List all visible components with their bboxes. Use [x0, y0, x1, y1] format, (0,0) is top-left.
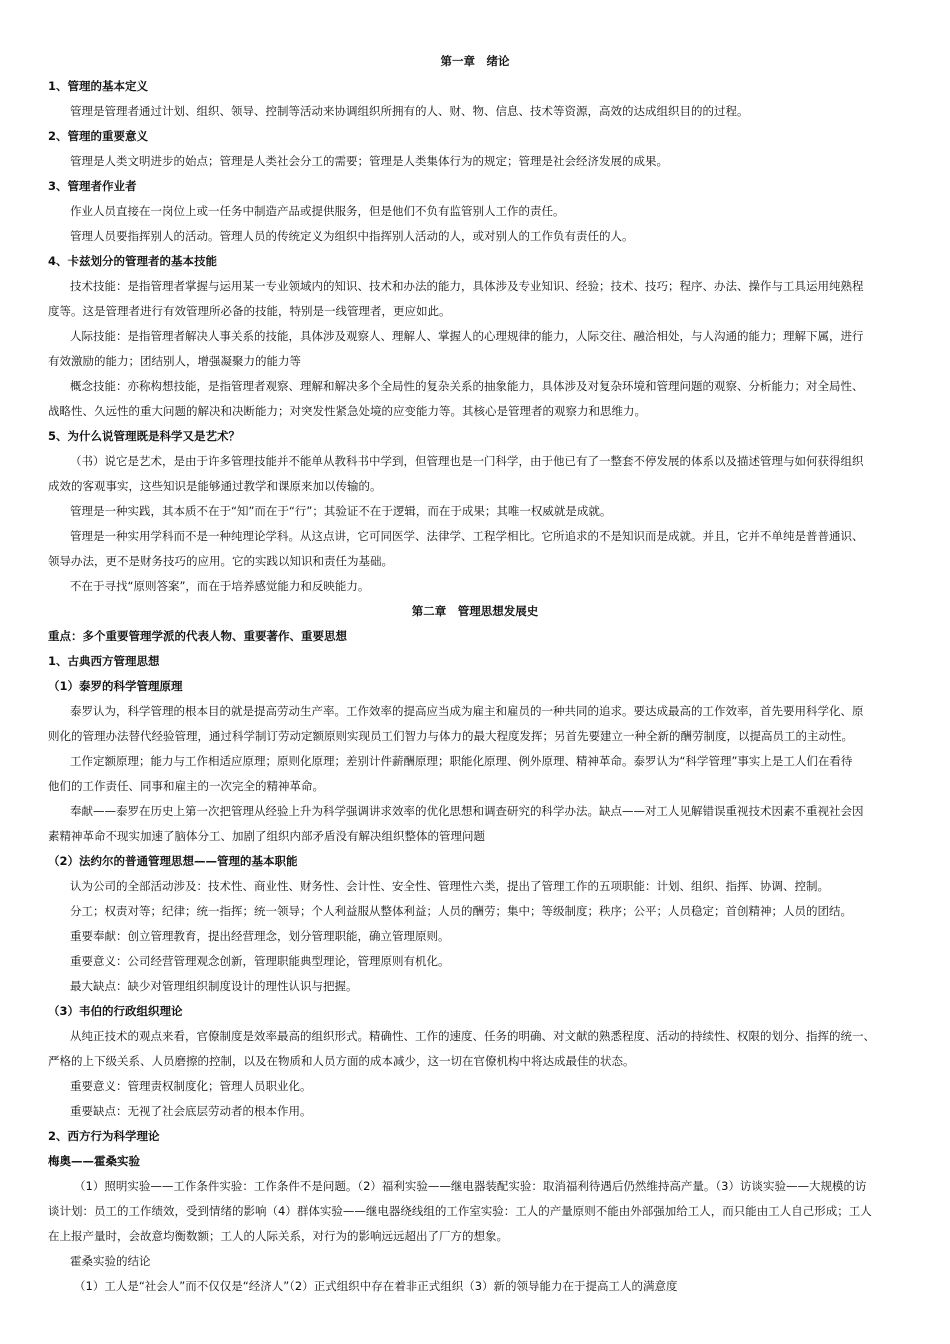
behavioral-science-heading: 2、西方行为科学理论	[48, 1129, 160, 1143]
principle-answer-paragraph: 不在于寻找“原则答案”，而在于培养感觉能力和反映能力。	[70, 579, 370, 593]
practice-paragraph: 管理是一种实践，其本质不在于“知”而在于“行”；其验证不在于逻辑，而在于成果；其唯一权威就是成就。	[70, 504, 612, 518]
fayol-activities: 认为公司的全部活动涉及：技术性、商业性、财务性、会计性、安全性、管理性六类，提出了管理工作的五项职能：计划、组织、指挥、协调、控制。	[70, 879, 829, 893]
hawthorne-heading: 梅奥——霍桑实验	[48, 1154, 140, 1168]
weber-heading: （3）韦伯的行政组织理论	[48, 1004, 183, 1018]
hawthorne-conclusions: （1）工人是“社会人”而不仅仅是“经济人”（2）正式组织中存在着非正式组织（3）新的领导能力在于提高工人的满意度	[74, 1279, 678, 1293]
human-skill-line-2: 有效激励的能力；团结别人，增强凝聚力的能力等	[48, 354, 301, 368]
taylor-heading: （1）泰罗的科学管理原理	[48, 679, 183, 693]
weber-significance: 重要意义：管理责权制度化；管理人员职业化。	[70, 1079, 312, 1093]
fayol-shortcoming: 最大缺点：缺少对管理组织制度设计的理性认识与把握。	[70, 979, 358, 993]
fayol-significance: 重要意义：公司经营管理观念创新，管理职能典型理论，管理原则有机化。	[70, 954, 450, 968]
section-2-paragraph: 管理是人类文明进步的始点；管理是人类社会分工的需要；管理是人类集体行为的规定；管理是社会经济发展的成果。	[70, 154, 668, 168]
weber-line-1: 从纯正技术的观点来看，官僚制度是效率最高的组织形式。精确性、工作的速度、任务的明确、对文献的熟悉程度、活动的持续性、权限的划分、指挥的统一、	[70, 1029, 875, 1043]
section-3-paragraph-2: 管理人员要指挥别人的活动。管理人员的传统定义为组织中指挥别人活动的人，或对别人的工作负有责任的人。	[70, 229, 634, 243]
section-3-heading: 3、管理者作业者	[48, 179, 137, 193]
hawthorne-experiments-line-3: 在上报产量时，会故意均衡数额；工人的人际关系，对行为的影响远远超出了厂方的想象。	[48, 1229, 508, 1243]
chapter-2-focus: 重点：多个重要管理学派的代表人物、重要著作、重要思想	[48, 629, 347, 643]
weber-shortcoming: 重要缺点：无视了社会底层劳动者的根本作用。	[70, 1104, 312, 1118]
conceptual-skill-line-2: 战略性、久远性的重大问题的解决和决断能力；对突发性紧急处境的应变能力等。其核心是管理者的观察力和思维力。	[48, 404, 646, 418]
section-4-heading: 4、卡兹划分的管理者的基本技能	[48, 254, 217, 268]
hawthorne-conclusion-heading: 霍桑实验的结论	[70, 1254, 151, 1268]
hawthorne-experiments-line-1: （1）照明实验——工作条件实验：工作条件不是问题。（2）福利实验——继电器装配实验：取消福利待遇后仍然维持高产量。（3）访谈实验——大规模的访	[74, 1179, 867, 1193]
technical-skill-line-2: 度等。这是管理者进行有效管理所必备的技能，特别是一线管理者，更应如此。	[48, 304, 451, 318]
conceptual-skill-line-1: 概念技能：亦称构想技能，是指管理者观察、理解和解决多个全局性的复杂关系的抽象能力，具体涉及对复杂环境和管理问题的观察、分析能力；对全局性、	[70, 379, 864, 393]
chapter-1-title: 第一章 绪论	[440, 54, 510, 68]
weber-line-2: 严格的上下级关系、人员磨擦的控制，以及在物质和人员方面的成本减少，这一切在官僚机构中将达成最佳的状态。	[48, 1054, 635, 1068]
fayol-heading: （2）法约尔的普通管理思想——管理的基本职能	[48, 854, 298, 868]
section-5-heading: 5、为什么说管理既是科学又是艺术？	[48, 429, 240, 443]
taylor-principles-line-1: 工作定额原理；能力与工作相适应原理；原则化原理；差别计件薪酬原理；职能化原理、例外原理、精神革命。泰罗认为“科学管理”事实上是工人们在看待	[70, 754, 853, 768]
section-3-paragraph-1: 作业人员直接在一岗位上或一任务中制造产品或提供服务，但是他们不负有监管别人工作的责任。	[70, 204, 565, 218]
science-art-line-1: （书）说它是艺术，是由于许多管理技能并不能单从教科书中学到，但管理也是一门科学，由于他已有了一整套不停发展的体系以及描述管理与如何获得组织	[70, 454, 864, 468]
classical-thought-heading: 1、古典西方管理思想	[48, 654, 160, 668]
section-2-heading: 2、管理的重要意义	[48, 129, 149, 143]
taylor-line-1: 泰罗认为，科学管理的根本目的就是提高劳动生产率。工作效率的提高应当成为雇主和雇员的一种共同的追求。要达成最高的工作效率，首先要用科学化、原	[70, 704, 864, 718]
fayol-principles: 分工；权责对等；纪律；统一指挥；统一领导；个人利益服从整体利益；人员的酬劳；集中；等级制度；秩序；公平；人员稳定；首创精神；人员的团结。	[70, 904, 852, 918]
hawthorne-experiments-line-2: 谈计划：员工的工作绩效，受到情绪的影响（4）群体实验——继电器绕线组的工作室实验：工人的产量原则不能由外部强加给工人，而只能由工人自己形成；工人	[48, 1204, 872, 1218]
science-art-line-2: 成效的客观事实，这些知识是能够通过教学和课原来加以传输的。	[48, 479, 382, 493]
taylor-line-2: 则化的管理办法替代经验管理，通过科学制订劳动定额原则实现员工们智力与体力的最大程度发挥；另首先要建立一种全新的酬劳制度，以提高员工的主动性。	[48, 729, 853, 743]
taylor-contribution-line-1: 奉献——泰罗在历史上第一次把管理从经验上升为科学强调讲求效率的优化思想和调查研究的科学办法。缺点——对工人见解错误重视技术因素不重视社会因	[70, 804, 864, 818]
section-1-paragraph: 管理是管理者通过计划、组织、领导、控制等活动来协调组织所拥有的人、财、物、信息、技术等资源，高效的达成组织目的的过程。	[70, 104, 749, 118]
human-skill-line-1: 人际技能：是指管理者解决人事关系的技能，具体涉及观察人、理解人、掌握人的心理规律的能力，人际交往、融洽相处，与人沟通的能力；理解下属，进行	[70, 329, 864, 343]
technical-skill-line-1: 技术技能：是指管理者掌握与运用某一专业领域内的知识、技术和办法的能力，具体涉及专业知识、经验；技术、技巧；程序、办法、操作与工具运用纯熟程	[70, 279, 864, 293]
taylor-principles-line-2: 他们的工作责任、同事和雇主的一次完全的精神革命。	[48, 779, 324, 793]
section-1-heading: 1、管理的基本定义	[48, 79, 149, 93]
fayol-contribution: 重要奉献：创立管理教育，提出经营理念，划分管理职能，确立管理原则。	[70, 929, 450, 943]
taylor-contribution-line-2: 素精神革命不现实加速了脑体分工、加剧了组织内部矛盾没有解决组织整体的管理问题	[48, 829, 485, 843]
applied-discipline-line-2: 领导办法，更不是财务技巧的应用。它的实践以知识和责任为基础。	[48, 554, 393, 568]
chapter-2-title: 第二章 管理思想发展史	[411, 604, 539, 618]
applied-discipline-line-1: 管理是一种实用学科而不是一种纯理论学科。从这点讲，它可同医学、法律学、工程学相比。它所追求的不是知识而是成就。并且，它并不单纯是普普通识、	[70, 529, 864, 543]
